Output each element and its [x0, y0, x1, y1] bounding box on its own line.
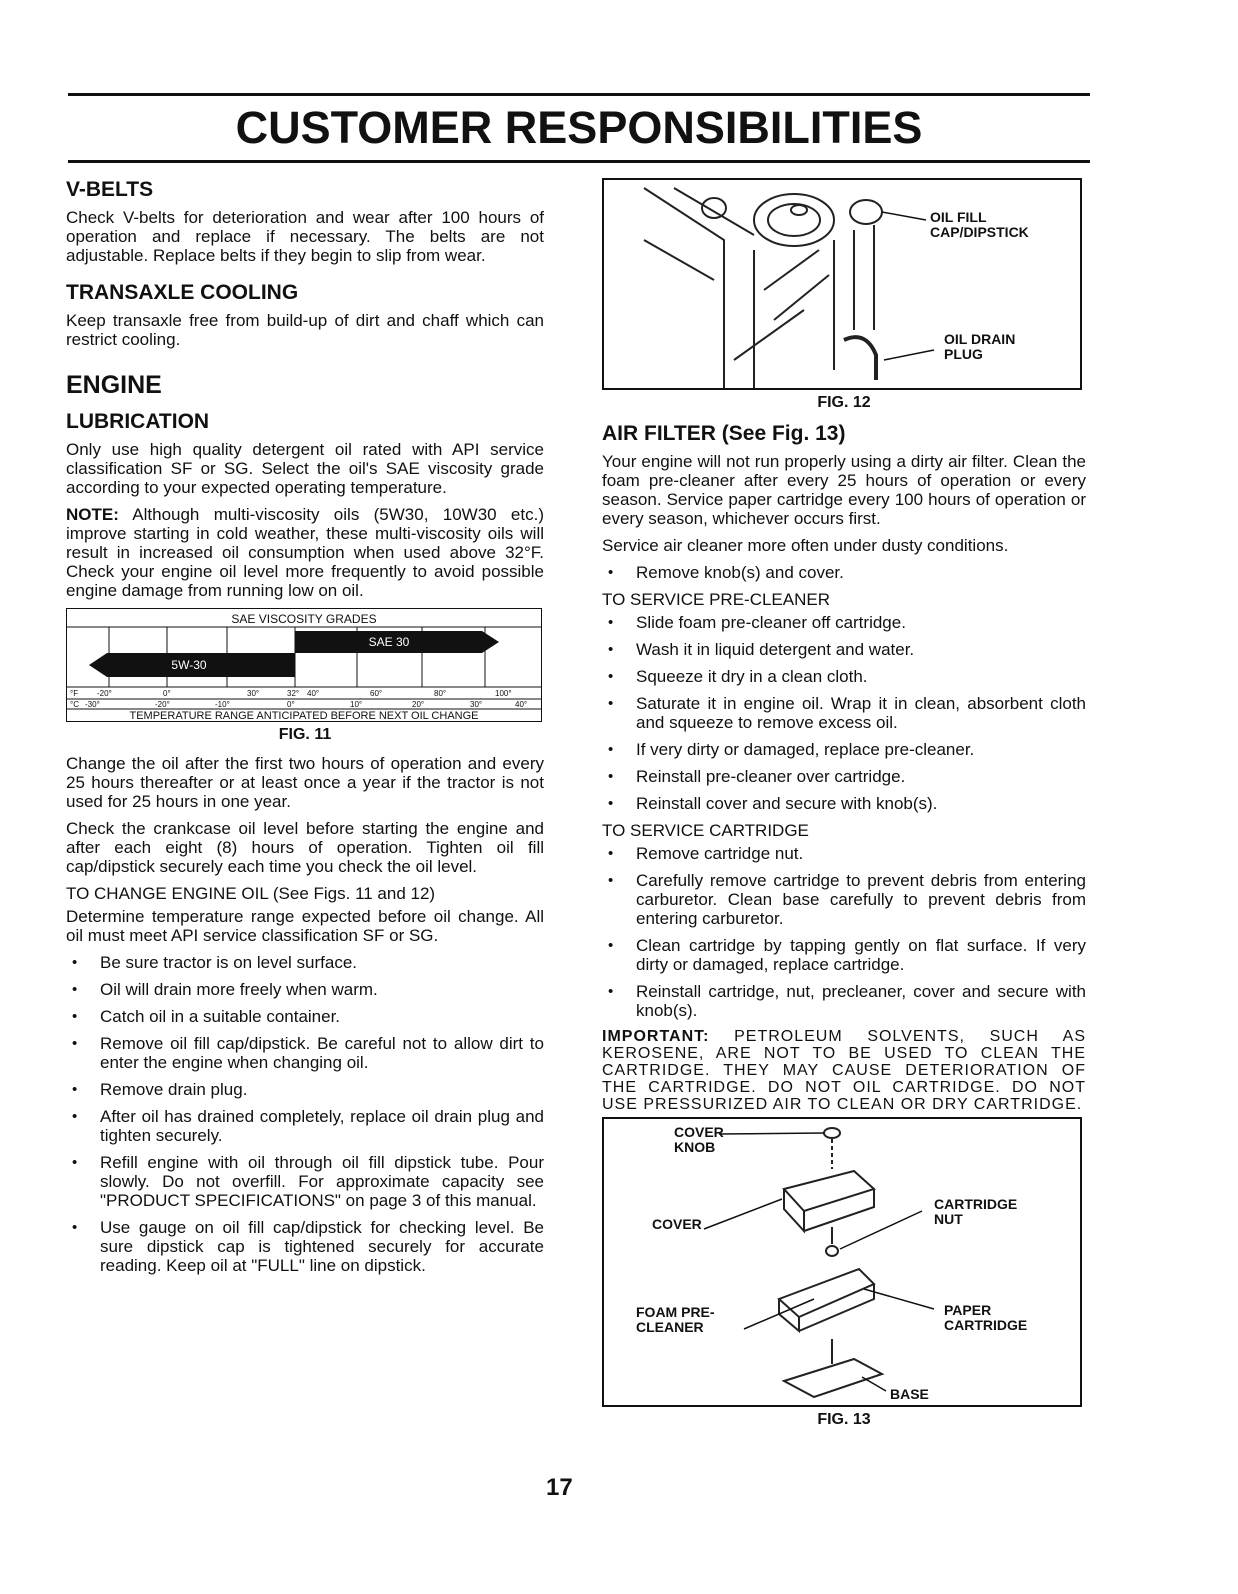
list-item: • Carefully remove cartridge to prevent debris from entering carburetor. Clean base carefully to prevent debris from entering carburetor. — [602, 871, 1086, 928]
f-tick: 0° — [163, 689, 171, 698]
engine-heading: ENGINE — [66, 371, 162, 399]
chart-footer: TEMPERATURE RANGE ANTICIPATED BEFORE NEXT OIL CHANGE — [129, 710, 479, 721]
oil-change-interval: Change the oil after the first two hours of operation and every 25 hours thereafter or at least once a year if the tractor is not used for 25 hours in one year. — [66, 754, 544, 811]
fig12-engine-illustration — [602, 178, 1082, 390]
list-item: • Catch oil in a suitable container. — [66, 1007, 544, 1026]
f-tick: 80° — [434, 689, 447, 698]
lubrication-text: Only use high quality detergent oil rated with API service classification SF or SG. Select the oil's SAE viscosity grade according to your expected operating temperature. — [66, 440, 544, 497]
list-item: • Reinstall cartridge, nut, precleaner, cover and secure with knob(s). — [602, 982, 1086, 1020]
fig13-air-filter-illustration — [602, 1117, 1082, 1407]
left-column — [66, 178, 544, 1283]
list-item: • Saturate it in engine oil. Wrap it in clean, absorbent cloth and squeeze to remove excess oil. — [602, 694, 1086, 732]
c-tick: 0° — [287, 700, 295, 709]
list-item: • Reinstall cover and secure with knob(s). — [602, 794, 1086, 813]
list-item: • Slide foam pre-cleaner off cartridge. — [602, 613, 1086, 632]
f-tick: 32° — [287, 689, 300, 698]
pre-cleaner-steps — [602, 613, 1086, 813]
viscosity-chart-graphic — [67, 609, 541, 721]
remove-cover-steps — [602, 563, 1086, 582]
oil-drain-callout: OIL DRAIN PLUG — [944, 331, 1016, 362]
vbelts-text: Check V-belts for deterioration and wear after 100 hours of operation and replace if necessary. The belts are not adjustable. Replace belts if they begin to slip from wear. — [66, 208, 544, 265]
pre-cleaner-heading: TO SERVICE PRE-CLEANER — [602, 590, 830, 609]
list-item: • Squeeze it dry in a clean cloth. — [602, 667, 1086, 686]
list-item: • Be sure tractor is on level surface. — [66, 953, 544, 972]
cover-callout: COVER — [652, 1216, 702, 1232]
list-item: • After oil has drained completely, replace oil drain plug and tighten securely. — [66, 1107, 544, 1145]
cartridge-heading: TO SERVICE CARTRIDGE — [602, 821, 809, 840]
f-tick: 60° — [370, 689, 383, 698]
base-callout: BASE — [890, 1386, 929, 1402]
page-title: CUSTOMER RESPONSIBILITIES — [235, 102, 923, 153]
f-tick: 30° — [247, 689, 260, 698]
bar-5w30-label: 5W-30 — [171, 658, 207, 672]
list-item: • Wash it in liquid detergent and water. — [602, 640, 1086, 659]
dusty-conditions-text: Service air cleaner more often under dusty conditions. — [602, 536, 1009, 555]
transaxle-heading: TRANSAXLE COOLING — [66, 281, 299, 304]
c-tick: 10° — [350, 700, 363, 709]
title-underline — [68, 160, 1090, 163]
bar-sae30-label: SAE 30 — [368, 635, 410, 649]
c-tick: -10° — [215, 700, 230, 709]
air-filter-intro: Your engine will not run properly using a dirty air filter. Clean the foam pre-cleaner after every 25 hours of operation or every season. Service paper cartridge every 100 hours of operation or every season, whichever occurs first. — [602, 452, 1086, 528]
lubrication-heading: LUBRICATION — [66, 410, 210, 433]
list-item: • Clean cartridge by tapping gently on flat surface. If very dirty or damaged, replace cartridge. — [602, 936, 1086, 974]
list-item: • If very dirty or damaged, replace pre-cleaner. — [602, 740, 1086, 759]
list-item: • Oil will drain more freely when warm. — [66, 980, 544, 999]
f-tick: 40° — [307, 689, 320, 698]
air-filter-drawing — [604, 1119, 1080, 1405]
change-oil-heading: TO CHANGE ENGINE OIL (See Figs. 11 and 12) — [66, 884, 436, 903]
oil-level-check: Check the crankcase oil level before starting the engine and after each eight (8) hours of operation. Tighten oil fill cap/dipstick securely each time you check the oil level. — [66, 819, 544, 876]
list-item: • Use gauge on oil fill cap/dipstick for checking level. Be sure dipstick cap is tightened securely for accurate reading. Keep oil at "FULL" line on dipstick. — [66, 1218, 544, 1275]
unit-f: °F — [70, 689, 79, 698]
important-label: IMPORTANT: — [602, 1028, 710, 1045]
top-rule — [68, 93, 1090, 96]
list-item: • Reinstall pre-cleaner over cartridge. — [602, 767, 1086, 786]
f-tick: -20° — [97, 689, 112, 698]
c-tick: -30° — [85, 700, 100, 709]
sae-viscosity-chart — [66, 608, 542, 722]
list-item: • Remove knob(s) and cover. — [602, 563, 1086, 582]
oil-fill-callout: OIL FILL CAP/DIPSTICK — [930, 209, 1029, 240]
temperature-range-text: Determine temperature range expected before oil change. All oil must meet API service classification SF or SG. — [66, 907, 544, 945]
foam-pre-cleaner-callout: FOAM PRE-CLEANER — [636, 1304, 715, 1335]
fig12-label: FIG. 12 — [817, 394, 871, 411]
vbelts-heading: V-BELTS — [66, 178, 154, 201]
fig13-label: FIG. 13 — [817, 1411, 871, 1428]
list-item: • Remove drain plug. — [66, 1080, 544, 1099]
note-text: Although multi-viscosity oils (5W30, 10W30 etc.) improve starting in cold weather, these multi-viscosity oils will result in increased oil consumption when used above 32°F. Check your engine oil level more frequently to avoid possible engine damage from running low on oil. — [66, 505, 544, 600]
c-tick: 20° — [412, 700, 425, 709]
list-item: • Remove cartridge nut. — [602, 844, 1086, 863]
list-item: • Refill engine with oil through oil fill dipstick tube. Pour slowly. Do not overfill. For approximate capacity see "PRODUCT SPECIFICATIONS" on page 3 of this manual. — [66, 1153, 544, 1210]
note-label: NOTE: — [66, 505, 119, 524]
cover-knob-callout: COVER KNOB — [674, 1124, 724, 1155]
cartridge-nut-callout: CARTRIDGE NUT — [934, 1196, 1018, 1227]
note-paragraph — [66, 505, 544, 600]
list-item: • Remove oil fill cap/dipstick. Be careful not to allow dirt to enter the engine when changing oil. — [66, 1034, 544, 1072]
transaxle-text: Keep transaxle free from build-up of dirt and chaff which can restrict cooling. — [66, 311, 544, 349]
paper-cartridge-callout: PAPER CARTRIDGE — [944, 1302, 1028, 1333]
c-tick: 40° — [515, 700, 528, 709]
fig11-label: FIG. 11 — [278, 726, 332, 743]
c-tick: -20° — [155, 700, 170, 709]
unit-c: °C — [70, 700, 79, 709]
air-filter-heading: AIR FILTER (See Fig. 13) — [602, 422, 846, 445]
right-column — [602, 178, 1086, 1439]
page-number: 17 — [546, 1474, 573, 1501]
c-tick: 30° — [470, 700, 483, 709]
important-text: PETROLEUM SOLVENTS, SUCH AS KEROSENE, ARE NOT TO BE USED TO CLEAN THE CARTRIDGE. THEY MAY CAUSE DETERIORATION OF THE CARTRIDGE. DO NOT OIL CARTRIDGE. DO NOT USE PRESSURIZED AIR TO CLEAN OR DRY CARTRIDGE. — [602, 1028, 1086, 1113]
oil-change-steps — [66, 953, 544, 1275]
chart-header: SAE VISCOSITY GRADES — [231, 612, 377, 626]
important-warning — [602, 1028, 1086, 1113]
f-tick: 100° — [495, 689, 512, 698]
cartridge-steps — [602, 844, 1086, 1020]
